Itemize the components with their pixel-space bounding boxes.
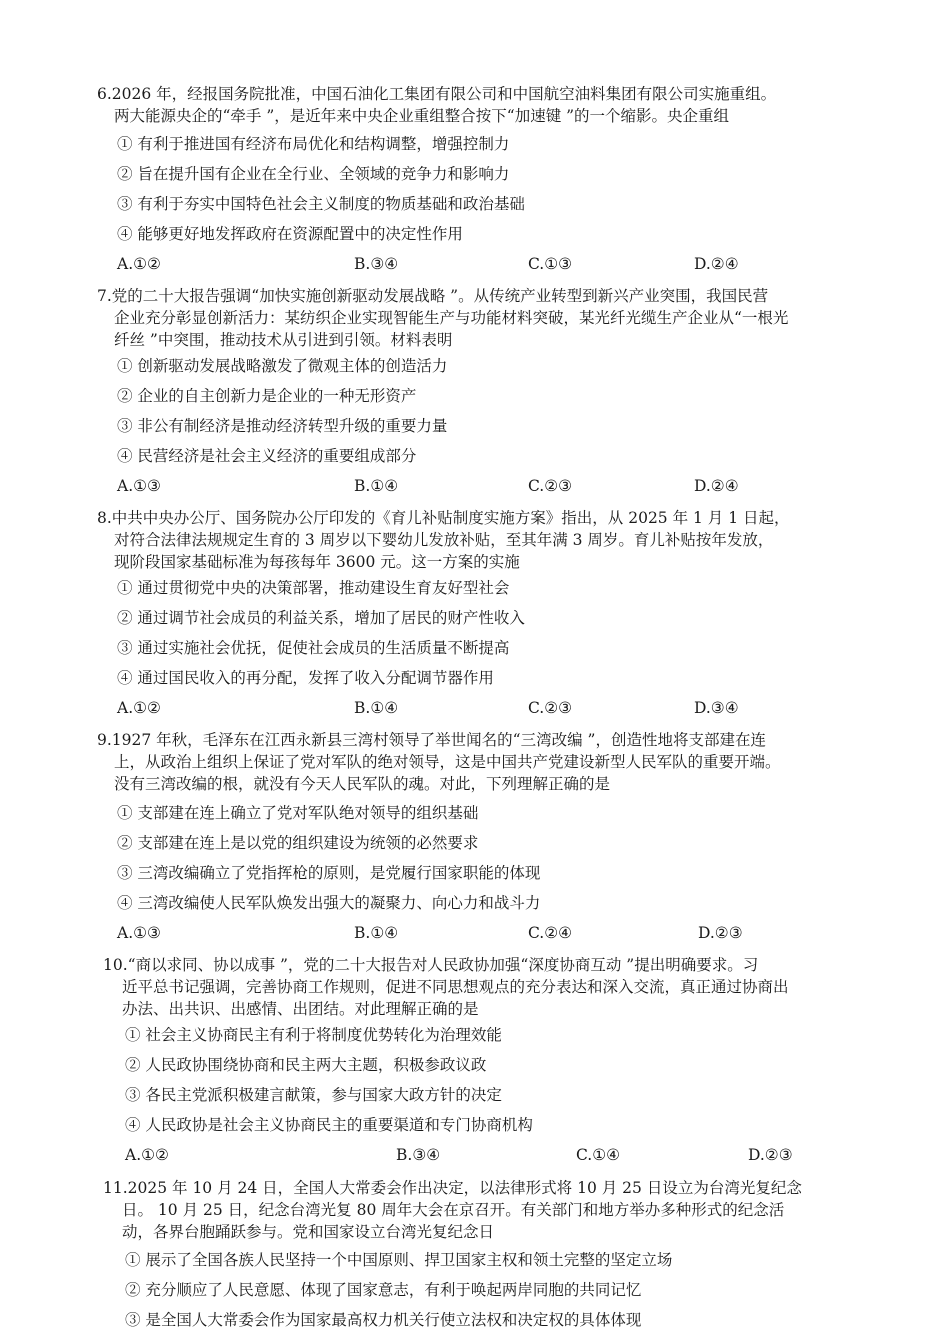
stem-line: 没有三湾改编的根，就没有今天人民军队的魂。对此，下列理解正确的是 — [114, 775, 611, 793]
option-3: ③ 三湾改编确立了党指挥枪的原则，是党履行国家职能的体现 — [117, 864, 541, 882]
option-3: ③ 各民主党派积极建言献策，参与国家大政方针的决定 — [125, 1086, 502, 1104]
choice-b[interactable]: B.③④ — [354, 255, 399, 273]
stem-line: 两大能源央企的“牵手 ”，是近年来中央企业重组整合按下“加速键 ”的一个缩影。央企重组 — [114, 107, 730, 125]
stem-line: 纤丝 ”中突围，推动技术从引进到引领。材料表明 — [114, 331, 453, 349]
option-2: ② 支部建在连上是以党的组织建设为统领的必然要求 — [117, 834, 479, 852]
option-3: ③ 是全国人大常委会作为国家最高权力机关行使立法权和决定权的具体体现 — [125, 1311, 642, 1329]
question-stem — [103, 954, 789, 1020]
stem-line: 动，各界台胞踊跃参与。党和国家设立台湾光复纪念日 — [122, 1223, 495, 1241]
option-3: ③ 有利于夯实中国特色社会主义制度的物质基础和政治基础 — [117, 195, 525, 213]
stem-line: 办法、出共识、出感情、出团结。对此理解正确的是 — [122, 1000, 479, 1018]
option-1: ① 支部建在连上确立了党对军队绝对领导的组织基础 — [117, 804, 479, 822]
stem-line: 现阶段国家基础标准为每孩每年 3600 元。这一方案的实施 — [114, 553, 520, 571]
stem-line: 8.中共中央办公厅、国务院办公厅印发的《育儿补贴制度实施方案》指出，从 2025 年 1 月 1 日起， — [97, 509, 790, 527]
choice-b[interactable]: B.①④ — [354, 924, 399, 942]
option-2: ② 企业的自主创新力是企业的一种无形资产 — [117, 387, 417, 405]
choice-a[interactable]: A.①② — [125, 1146, 169, 1164]
option-1: ① 有利于推进国有经济布局优化和结构调整，增强控制力 — [117, 135, 510, 153]
option-1: ① 展示了全国各族人民坚持一个中国原则、捍卫国家主权和领土完整的坚定立场 — [125, 1251, 673, 1269]
question-stem — [97, 507, 790, 573]
option-4: ④ 能够更好地发挥政府在资源配置中的决定性作用 — [117, 225, 463, 243]
choice-a[interactable]: A.①② — [117, 699, 161, 717]
choice-d[interactable]: D.③④ — [694, 699, 739, 717]
option-4: ④ 三湾改编使人民军队焕发出强大的凝聚力、向心力和战斗力 — [117, 894, 541, 912]
choice-a[interactable]: A.①③ — [117, 477, 161, 495]
question-stem — [97, 729, 781, 795]
stem-line: 9.1927 年秋，毛泽东在江西永新县三湾村领导了举世闻名的“三湾改编 ”，创造性地将支部建在连 — [97, 731, 766, 749]
choice-b[interactable]: B.①④ — [354, 477, 399, 495]
option-3: ③ 非公有制经济是推动经济转型升级的重要力量 — [117, 417, 448, 435]
stem-line: 对符合法律法规规定生育的 3 周岁以下婴幼儿发放补贴，至其年满 3 周岁。育儿补贴按年发放， — [114, 531, 774, 549]
option-4: ④ 民营经济是社会主义经济的重要组成部分 — [117, 447, 417, 465]
choice-c[interactable]: C.②③ — [528, 477, 573, 495]
choice-d[interactable]: D.②③ — [748, 1146, 793, 1164]
question-stem — [103, 1177, 802, 1243]
option-2: ② 通过调节社会成员的利益关系，增加了居民的财产性收入 — [117, 609, 525, 627]
choice-b[interactable]: B.①④ — [354, 699, 399, 717]
option-2: ② 旨在提升国有企业在全行业、全领域的竞争力和影响力 — [117, 165, 510, 183]
question-stem — [97, 285, 788, 351]
stem-line: 6.2026 年，经报国务院批准，中国石油化工集团有限公司和中国航空油料集团有限公司实施重组。 — [97, 85, 777, 103]
option-4: ④ 通过国民收入的再分配，发挥了收入分配调节器作用 — [117, 669, 494, 687]
stem-line: 7.党的二十大报告强调“加快实施创新驱动发展战略 ”。从传统产业转型到新兴产业突围，我国民营 — [97, 287, 769, 305]
option-2: ② 充分顺应了人民意愿、体现了国家意志，有利于唤起两岸同胞的共同记忆 — [125, 1281, 642, 1299]
choice-b[interactable]: B.③④ — [396, 1146, 441, 1164]
choice-c[interactable]: C.①③ — [528, 255, 573, 273]
stem-line: 近平总书记强调，完善协商工作规则，促进不同思想观点的充分表达和深入交流，真正通过协商出 — [122, 978, 789, 996]
choice-c[interactable]: C.①④ — [576, 1146, 621, 1164]
stem-line: 上，从政治上组织上保证了党对军队的绝对领导，这是中国共产党建设新型人民军队的重要开端。 — [114, 753, 781, 771]
option-3: ③ 通过实施社会优抚，促使社会成员的生活质量不断提高 — [117, 639, 510, 657]
stem-line: 企业充分彰显创新活力：某纺织企业实现智能生产与功能材料突破，某光纤光缆生产企业从“一根光 — [114, 309, 789, 327]
option-1: ① 社会主义协商民主有利于将制度优势转化为治理效能 — [125, 1026, 502, 1044]
choice-d[interactable]: D.②③ — [698, 924, 743, 942]
choice-a[interactable]: A.①③ — [117, 924, 161, 942]
choice-c[interactable]: C.②③ — [528, 699, 573, 717]
option-2: ② 人民政协围绕协商和民主两大主题，积极参政议政 — [125, 1056, 487, 1074]
option-4: ④ 人民政协是社会主义协商民主的重要渠道和专门协商机构 — [125, 1116, 533, 1134]
question-stem — [97, 83, 776, 127]
choice-a[interactable]: A.①② — [117, 255, 161, 273]
stem-line: 10.“商以求同、协以成事 ”，党的二十大报告对人民政协加强“深度协商互动 ”提出明确要求。习 — [103, 956, 759, 974]
option-1: ① 通过贯彻党中央的决策部署，推动建设生育友好型社会 — [117, 579, 510, 597]
stem-line: 日。 10 月 25 日，纪念台湾光复 80 周年大会在京召开。有关部门和地方举办多种形式的纪念活 — [122, 1201, 785, 1219]
choice-c[interactable]: C.②④ — [528, 924, 573, 942]
choice-d[interactable]: D.②④ — [694, 477, 739, 495]
stem-line: 11.2025 年 10 月 24 日，全国人大常委会作出决定，以法律形式将 10 月 25 日设立为台湾光复纪念 — [103, 1179, 802, 1197]
choice-d[interactable]: D.②④ — [694, 255, 739, 273]
option-1: ① 创新驱动发展战略激发了微观主体的创造活力 — [117, 357, 448, 375]
